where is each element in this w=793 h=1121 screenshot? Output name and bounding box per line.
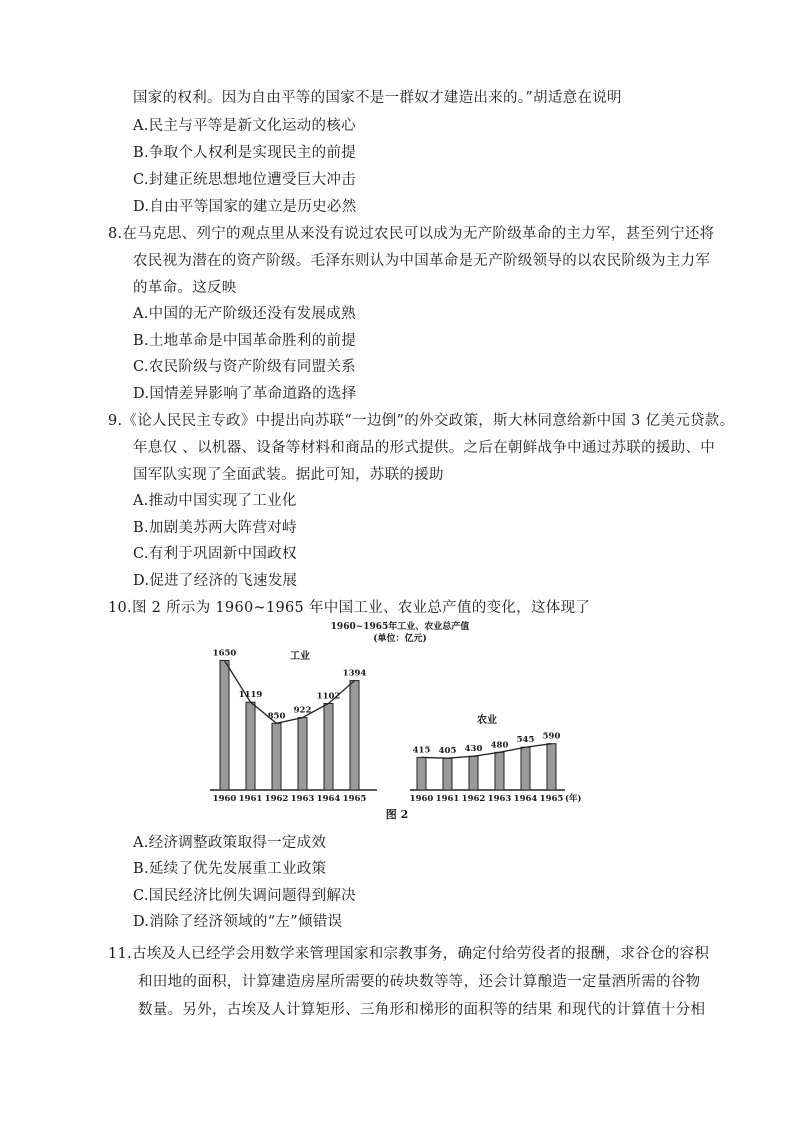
text-line: 的革命。这反映 [133,280,237,296]
agriculture-value-label: 430 [464,744,483,755]
industry-value-label: 1650 [212,648,237,659]
option-a: A.中国的无产阶级还没有发展成熟 [133,306,356,322]
option-b: B.加剧美苏两大阵营对峙 [133,520,297,536]
agriculture-value-label: 545 [516,735,535,746]
option-d: D.国情差异影响了革命道路的选择 [133,386,357,402]
option-d: D.促进了经济的飞速发展 [133,573,298,589]
agriculture-bar [443,758,452,790]
text-line: 农民视为潜在的资产阶级。毛泽东则认为中国革命是无产阶级领导的以农民阶级为主力军 [133,253,711,269]
industry-bar [324,703,333,790]
x-unit-label: (年) [565,794,582,804]
agriculture-value-label: 405 [438,746,457,757]
agriculture-tick-label: 1963 [487,794,512,804]
industry-bar [350,681,359,790]
industry-tick-label: 1960 [212,794,237,804]
agriculture-bar [417,757,426,790]
text-line: 年息仅 、以机器、设备等材料和商品的形式提供。之后在朝鲜战争中通过苏联的援助、中 [133,440,716,456]
option-a: A.推动中国实现了工业化 [133,493,297,509]
industry-bar [298,718,307,790]
question-11: 11.古埃及人已经学会用数学来管理国家和宗教事务，确定付给劳役者的报酬，求谷仓的容积 [108,946,710,962]
industry-value-label: 922 [293,705,312,716]
agriculture-bar [521,747,530,790]
agriculture-label: 农业 [477,715,497,726]
agriculture-tick-label: 1964 [513,794,538,804]
chart-title: 1960~1965年工业、农业总产值 [330,622,470,632]
option-c: C.农民阶级与资产阶级有同盟关系 [133,359,356,375]
agriculture-bar [547,744,556,790]
question-10: 10.图 2 所示为 1960~1965 年中国工业、农业总产值的变化，这体现了 [108,600,591,616]
industry-value-label: 1119 [238,690,263,701]
industry-tick-label: 1965 [342,794,367,804]
agriculture-tick-label: 1962 [461,794,486,804]
question-8: 8.在马克思、列宁的观点里从来没有说过农民可以成为无产阶级革命的主力军，甚至列宁还将 [108,226,715,242]
industry-bar [246,702,255,790]
text-line: 和田地的面积，计算建造房屋所需要的砖块数等等，还会计算酿造一定量酒所需的谷物 [138,974,701,990]
industry-value-label: 1102 [316,691,341,702]
industry-bar [272,723,281,790]
agriculture-tick-label: 1960 [409,794,434,804]
agriculture-value-label: 590 [542,731,561,742]
figure-label: 图 2 [385,808,409,821]
agriculture-tick-label: 1965 [539,794,564,804]
option-c: C.封建正统思想地位遭受巨大冲击 [133,172,356,188]
agriculture-tick-label: 1961 [435,794,460,804]
agriculture-value-label: 480 [490,740,509,751]
option-d: D.自由平等国家的建立是历史必然 [133,199,357,215]
agriculture-bar [495,752,504,790]
figure-2-chart [205,615,595,825]
industry-tick-label: 1961 [238,794,263,804]
chart-svg [205,615,595,825]
industry-value-label: 1394 [342,668,367,679]
option-a: A.经济调整政策取得一定成效 [133,835,327,851]
industry-tick-label: 1962 [264,794,289,804]
option-a: A.民主与平等是新文化运动的核心 [133,118,356,134]
chart-subtitle: (单位：亿元) [373,634,427,644]
option-b: B.土地革命是中国革命胜利的前提 [133,333,357,349]
question-9: 9.《论人民民主专政》中提出向苏联“一边倒”的外交政策，斯大林同意给新中国 3 亿美元贷款。 [108,413,735,429]
option-b: B.延续了优先发展重工业政策 [133,861,327,877]
industry-label: 工业 [290,651,310,662]
text-line: 数量。另外，古埃及人计算矩形、三角形和梯形的面积等的结果 和现代的计算值十分相 [138,1002,706,1018]
industry-tick-label: 1964 [316,794,341,804]
industry-tick-label: 1963 [290,794,315,804]
agriculture-bar [469,756,478,790]
text-line: 国军队实现了全面武装。据此可知，苏联的援助 [133,467,444,483]
option-b: B.争取个人权利是实现民主的前提 [133,145,357,161]
option-c: C.有利于巩固新中国政权 [133,546,297,562]
option-d: D.消除了经济领域的“左”倾错误 [133,914,343,930]
option-c: C.国民经济比例失调问题得到解决 [133,888,356,904]
agriculture-value-label: 415 [412,745,431,756]
industry-value-label: 850 [267,711,286,722]
industry-bar [220,660,229,790]
text-line: 国家的权利。因为自由平等的国家不是一群奴才建造出来的。”胡适意在说明 [133,90,622,106]
